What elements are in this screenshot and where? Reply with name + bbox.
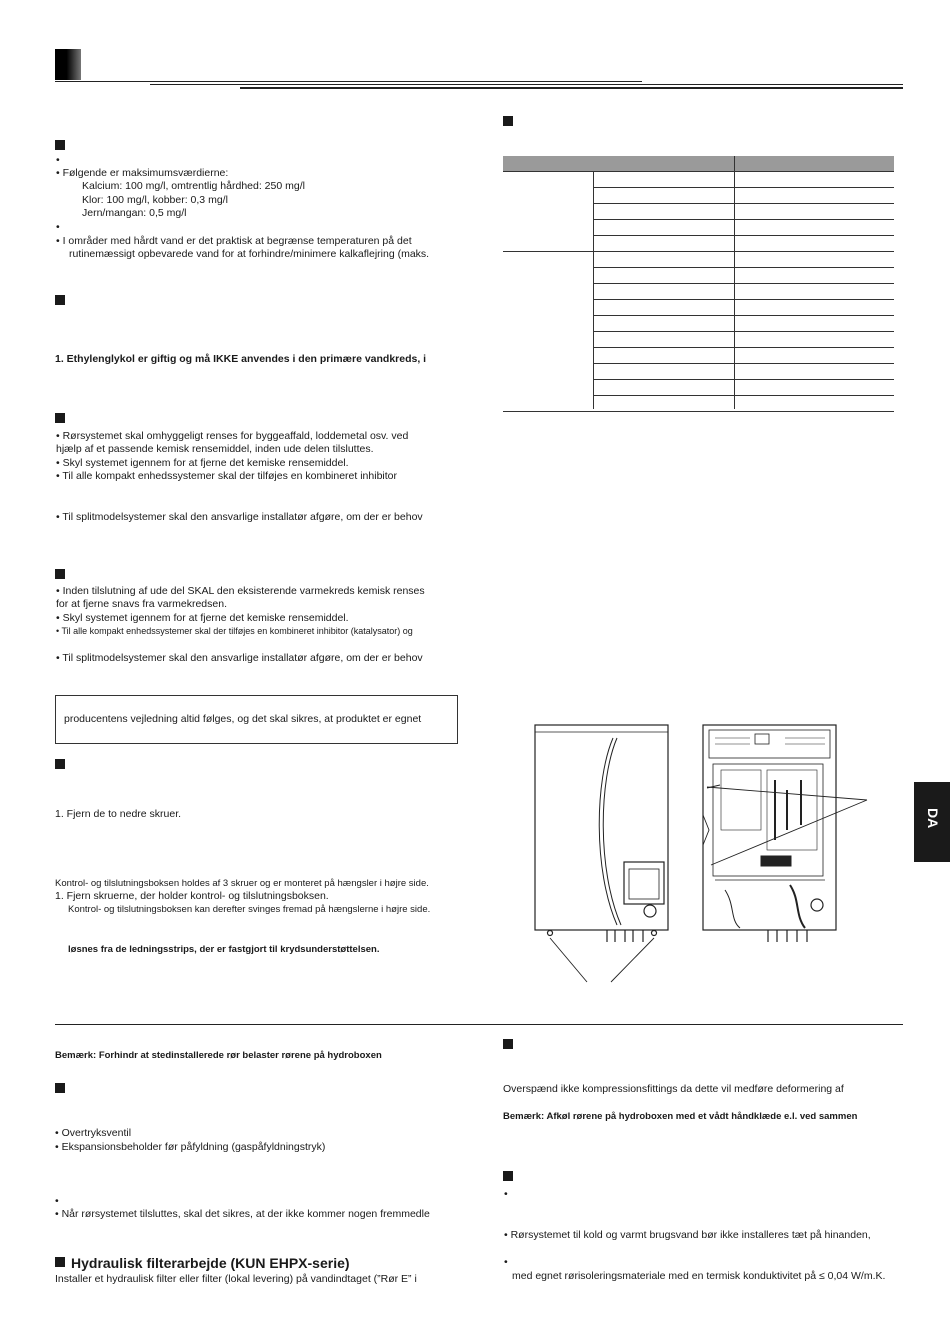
new-install-split: • Til splitmodelsystemer skal den ansvarlige installatør afgøre, om der er behov: [56, 511, 423, 523]
control-box-step-1-sub: Kontrol- og tilslutningsboksen kan derefter svinges fremad på hængslerne i højre side.: [68, 904, 431, 915]
component-item: • Overtryksventil: [55, 1127, 132, 1139]
max-value-chlorine: Klor: 100 mg/l, kobber: 0,3 mg/l: [82, 194, 228, 206]
foreign-matter-note: • Når rørsystemet tilsluttes, skal det sikres, at der ikke kommer nogen fremmedle: [55, 1208, 430, 1220]
control-box-step-1: 1. Fjern skruerne, der holder kontrol- og tilslutningsboksen.: [55, 890, 329, 902]
section-marker-components: [55, 1083, 65, 1093]
filter-title: Hydraulisk filterarbejde (KUN EHPX-serie): [71, 1255, 350, 1271]
existing-install-line: • Inden tilslutning af ude del SKAL den eksisterende varmekreds kemisk renses: [56, 585, 425, 597]
section-marker-existing-installation: [55, 569, 65, 579]
control-box-intro: Kontrol- og tilslutningsboksen holdes af 3 skruer og er monteret på hængsler i højre side.: [55, 878, 429, 889]
insulation-line-1: • Rørsystemet til kold og varmt brugsvand bør ikke installeres tæt på hinanden,: [504, 1229, 871, 1241]
unit-closed-drawing: [535, 725, 668, 982]
table-col-divider: [734, 156, 735, 409]
bullet: •: [56, 221, 60, 233]
unit-open-drawing: [703, 725, 867, 942]
header-rule-3: [240, 87, 903, 89]
bullet: •: [504, 1188, 508, 1200]
hard-water-line-2: rutinemæssigt opbevarede vand for at forhindre/minimere kalkaflejring (maks.: [69, 248, 430, 260]
section-marker-filter: [55, 1257, 65, 1267]
existing-install-inhibitor: • Til alle kompakt enhedssystemer skal der tilføjes en kombineret inhibitor (katalysator) og: [56, 626, 413, 636]
existing-install-line: for at fjerne snavs fra varmekredsen.: [56, 598, 227, 610]
language-tab-label: DA: [925, 808, 941, 829]
right-divider: [503, 1024, 903, 1025]
language-tab[interactable]: [914, 782, 950, 862]
spec-table: [503, 156, 894, 412]
antifreeze-note: 1. Ethylenglykol er giftig og må IKKE anvendes i den primære vandkreds, i: [55, 353, 427, 365]
bullet: •: [56, 154, 60, 166]
section-header-block: [55, 49, 81, 80]
cooling-note: Bemærk: Afkøl rørene på hydroboxen med et vådt håndklæde e.l. ved sammen: [503, 1111, 858, 1122]
table-row: [503, 252, 894, 268]
max-value-calcium: Kalcium: 100 mg/l, omtrentlig hårdhed: 250 mg/l: [82, 180, 305, 192]
existing-install-split: • Til splitmodelsystemer skal den ansvarlige installatør afgøre, om der er behov: [56, 652, 423, 664]
access-step-1: 1. Fjern de to nedre skruer.: [55, 808, 182, 820]
compression-warning: Overspænd ikke kompressionsfittings da dette vil medføre deformering af: [503, 1083, 844, 1095]
section-marker-access: [55, 759, 65, 769]
section-marker-water-quality: [55, 140, 65, 150]
unit-illustration: [525, 720, 875, 990]
insulation-line-2: med egnet rørisoleringsmateriale med en termisk konduktivitet på ≤ 0,04 W/m.K.: [512, 1270, 886, 1282]
existing-install-line: • Skyl systemet igennem for at fjerne det kemiske rensemiddel.: [56, 612, 349, 624]
note-box-text: producentens vejledning altid følges, og det skal sikres, at produktet er egnet: [64, 713, 422, 725]
cable-strip-note: løsnes fra de ledningsstrips, der er fastgjort til krydsunderstøttelsen.: [68, 944, 380, 955]
piping-note: Bemærk: Forhindr at stedinstallerede rør belaster rørene på hydroboxen: [55, 1050, 382, 1061]
component-item: • Ekspansionsbeholder før påfyldning (gaspåfyldningstryk): [55, 1141, 326, 1153]
filter-body: Installer et hydraulisk filter eller filter (lokal levering) på vandindtaget (”Rør E” i: [55, 1273, 417, 1285]
bullet: •: [504, 1256, 508, 1268]
header-rule-1: [55, 81, 642, 82]
new-install-line: • Rørsystemet skal omhyggeligt renses for byggeaffald, loddemetal osv. ved: [56, 430, 409, 442]
bullet: •: [55, 1195, 59, 1207]
hard-water-line-1: • I områder med hårdt vand er det praktisk at begrænse temperaturen på det: [56, 235, 412, 247]
max-values-intro: • Følgende er maksimumsværdierne:: [56, 167, 229, 179]
new-install-line: hjælp af et passende kemisk rensemiddel, inden ude delen tilsluttes.: [56, 443, 374, 455]
table-col-divider: [593, 171, 594, 409]
section-marker-antifreeze: [55, 295, 65, 305]
note-box: [55, 695, 458, 744]
section-marker-table: [503, 116, 513, 126]
section-marker-insulation: [503, 1171, 513, 1181]
table-header-row: [503, 156, 894, 172]
new-install-line: • Til alle kompakt enhedssystemer skal der tilføjes en kombineret inhibitor: [56, 470, 397, 482]
header-rule-2: [150, 84, 903, 85]
table-row: [503, 172, 894, 188]
max-value-iron: Jern/mangan: 0,5 mg/l: [82, 207, 187, 219]
section-marker-new-installation: [55, 413, 65, 423]
section-marker-compression: [503, 1039, 513, 1049]
new-install-line: • Skyl systemet igennem for at fjerne det kemiske rensemiddel.: [56, 457, 349, 469]
